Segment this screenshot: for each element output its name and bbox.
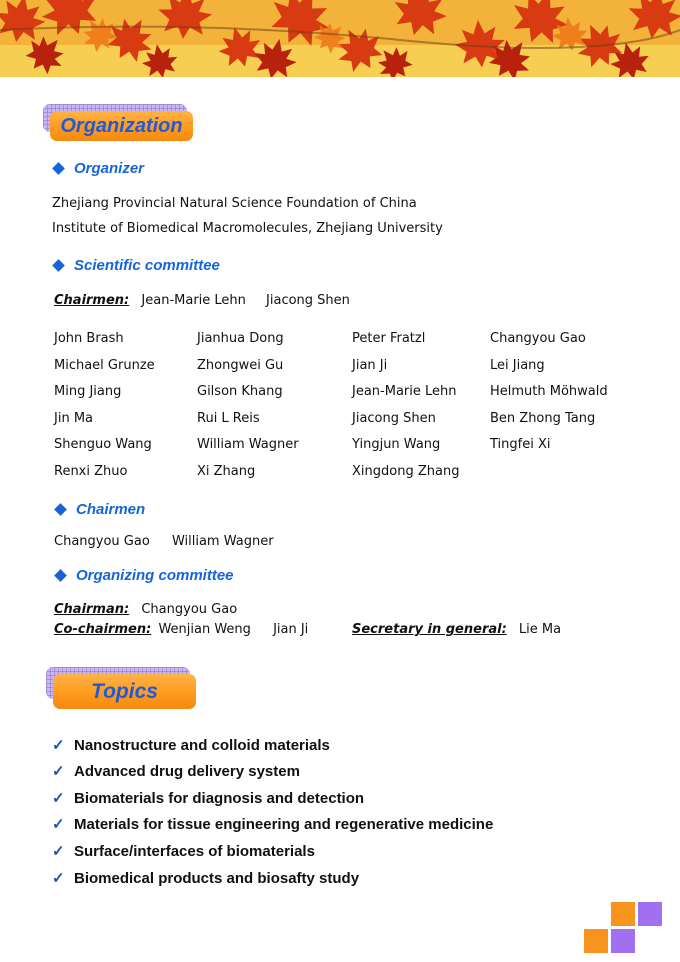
member-name: Xingdong Zhang [352,464,460,479]
organizer-subheading [52,160,144,177]
checkmark-icon: ✓ [52,763,65,780]
member-name: Xi Zhang [197,464,256,479]
member-name: Jin Ma [54,411,93,426]
diamond-bullet-icon [54,503,67,516]
member-name: Jean-Marie Lehn [352,384,457,399]
member-name: William Wagner [197,437,299,452]
organizer-line-2: Institute of Biomedical Macromolecules, Zhejiang University [52,221,443,236]
member-name: Gilson Khang [197,384,283,399]
topic-item [52,869,359,887]
chairmen-subheading [54,501,145,518]
member-name: Shenguo Wang [54,437,152,452]
checkmark-icon: ✓ [52,870,65,887]
diamond-bullet-icon [52,162,65,175]
organizing-chairman-line [54,602,237,617]
member-name: Yingjun Wang [352,437,441,452]
checkmark-icon: ✓ [52,790,65,807]
maple-leaves-image [0,0,680,77]
chairmen-names-line [54,534,274,549]
member-name: John Brash [54,331,124,346]
cochairman-name: Wenjian Weng [158,622,251,637]
scientific-committee-subheading [52,257,220,274]
topic-item [52,762,300,780]
topic-label: Biomedical products and biosafty study [74,869,360,887]
chairman-name: Changyou Gao [54,534,150,549]
topic-label: Advanced drug delivery system [74,762,300,780]
organizing-committee-title: Organizing committee [76,567,234,584]
member-name: Helmuth Möhwald [490,384,608,399]
chairmen-label: Chairmen: [54,293,130,308]
organizer-line-1: Zhejiang Provincial Natural Science Foundation of China [52,196,417,211]
member-name: Jianhua Dong [197,331,284,346]
decorative-squares [584,902,664,956]
secretary-line [352,622,561,637]
topic-label: Biomaterials for diagnosis and detection [74,789,365,807]
orange-square-icon [611,902,635,926]
member-name: Zhongwei Gu [197,358,284,373]
cochairman-name: Jian Ji [273,622,309,637]
topic-item [52,736,330,754]
member-name: Ming Jiang [54,384,122,399]
cochairmen-label: Co-chairmen: [54,622,152,637]
organizing-committee-subheading [54,567,234,584]
organization-section-heading [43,104,193,142]
diamond-bullet-icon [52,259,65,272]
diamond-bullet-icon [54,569,67,582]
purple-square-icon [611,929,635,953]
autumn-leaves-banner [0,0,680,77]
chairman-name: William Wagner [171,534,274,549]
topic-item [52,789,364,807]
member-name: Rui L Reis [197,411,260,426]
member-name: Jiacong Shen [352,411,436,426]
member-name: Jian Ji [352,358,388,373]
secretary-name: Lie Ma [518,622,562,637]
member-name: Michael Grunze [54,358,155,373]
chairman-label: Chairman: [54,602,130,617]
topic-label: Nanostructure and colloid materials [74,736,330,754]
member-name: Changyou Gao [490,331,586,346]
organization-title: Organization [50,111,193,141]
chairman-name: Jean-Marie Lehn [141,293,246,308]
chairman-name: Jiacong Shen [266,293,350,308]
chairman-name: Changyou Gao [141,602,238,617]
orange-square-icon [584,929,608,953]
topic-item [52,815,493,833]
checkmark-icon: ✓ [52,843,65,860]
chairmen-title: Chairmen [76,501,146,518]
scientific-committee-title: Scientific committee [74,257,220,274]
checkmark-icon: ✓ [52,737,65,754]
checkmark-icon: ✓ [52,816,65,833]
topic-label: Surface/interfaces of biomaterials [74,842,315,860]
member-name: Tingfei Xi [490,437,551,452]
cochairmen-line [54,622,308,637]
secretary-label: Secretary in general: [352,622,507,637]
topic-item [52,842,315,860]
member-name: Ben Zhong Tang [490,411,596,426]
member-name: Lei Jiang [490,358,545,373]
member-name: Renxi Zhuo [54,464,128,479]
topics-title: Topics [53,674,196,709]
scientific-chairmen-line [54,293,350,308]
purple-square-icon [638,902,662,926]
organizer-title: Organizer [74,160,145,177]
topic-label: Materials for tissue engineering and regenerative medicine [74,815,494,833]
member-name: Peter Fratzl [352,331,426,346]
topics-section-heading [46,667,198,711]
